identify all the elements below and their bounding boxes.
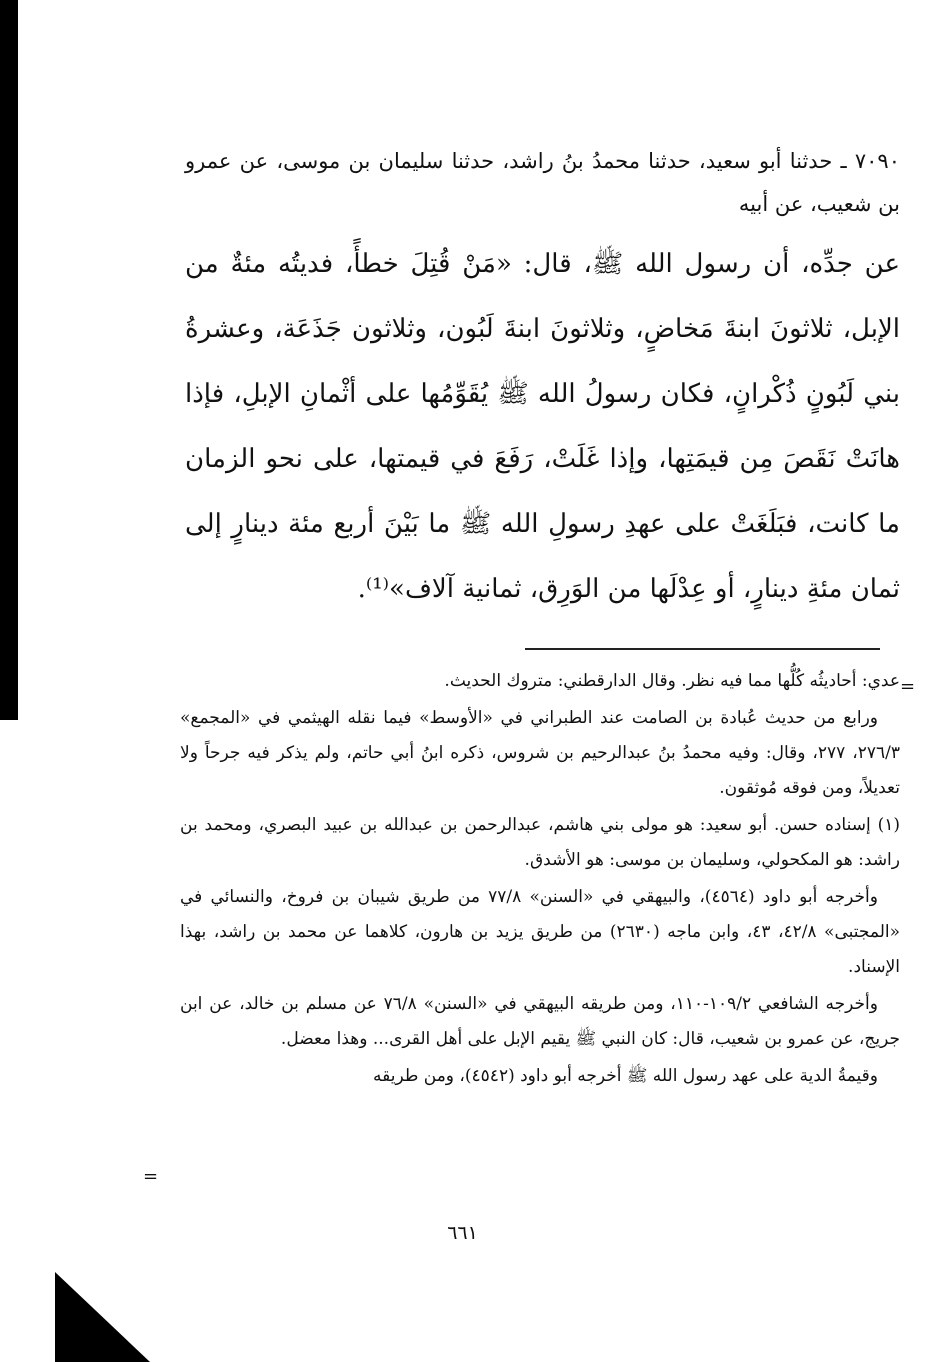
footnotes [180,664,900,1096]
footnote-1: (١) إسناده حسن. أبو سعيد: هو مولى بني هاشم، عبدالرحمن بن عبدالله بن عبيد البصري، ومحمد بن راشد: هو المكحولي، وسليمان بن موسى: هو الأشدق. [180,815,900,870]
footnote-paragraph: ورابع من حديث عُبادة بن الصامت عند الطبراني في «الأوسط» فيما نقله الهيثمي في «المجمع» ٢٧٦/٣، ٢٧٧، وقال: وفيه محمدُ بنُ عبدالرحيم بن شروس، ذكره ابنُ أبي حاتم، ولم يذكر فيه جرحاً ولا تعديلاً، ومن فوقه مُوثقون. [180,708,900,798]
footnote-paragraph: وأخرجه أبو داود (٤٥٦٤)، والبيهقي في «السنن» ٧٧/٨ من طريق شيبان بن فروخ، والنسائي في «المجتبى» ٤٢/٨، ٤٣، وابن ماجه (٢٦٣٠) من طريق يزيد بن هارون، كلاهما عن محمد بن راشد، بهذا الإسناد. [180,887,900,977]
hadith-block [185,140,900,622]
continuation-mark-bottom: = [143,1166,159,1187]
page-number: ٦٦١ [447,1222,478,1244]
continuation-mark-top: = [900,676,916,697]
footnote-separator [525,648,880,650]
footnote-paragraph: وقيمةُ الدية على عهد رسول الله ﷺ أخرجه أبو داود (٤٥٤٢)، ومن طريقه [373,1066,878,1086]
hadith-header: ٧٠٩٠ ـ حدثنا أبو سعيد، حدثنا محمدُ بنُ راشد، حدثنا سليمان بن موسى، عن عمرو بن شعيب، عن أبيه [185,149,900,216]
scan-corner-mark [55,1272,150,1362]
footnote-paragraph: وأخرجه الشافعي ١٠٩/٢-١١٠، ومن طريقه البيهقي في «السنن» ٧٦/٨ عن مسلم بن خالد، عن ابن جريج، عن عمرو بن شعيب، قال: كان النبي ﷺ يقيم الإبل على أهل القرى... وهذا معضل. [180,994,900,1049]
footnote-carryover: عدي: أحاديثُه كُلُّها مما فيه نظر. وقال الدارقطني: متروك الحديث. [444,671,900,691]
hadith-text: عن جدِّه، أن رسول الله ﷺ، قال: «مَنْ قُتِلَ خطأً، فديتُه مئةٌ من الإبل، ثلاثونَ ابنةَ مَخاضٍ، وثلاثونَ ابنةَ لَبُون، وثلاثون جَذَعَة، وعشرةُ بني لَبُونٍ ذُكْرانٍ، فكان رسولُ الله ﷺ يُقَوِّمُها على أثْمانِ الإبلِ، فإذا هانَتْ نَقَصَ مِن قيمَتِها، وإذا غَلَتْ، رَفَعَ في قيمتها، على نحو الزمان ما كانت، فبَلَغَتْ على عهدِ رسولِ الله ﷺ ما بَيْنَ أربع مئة دينارٍ إلى ثمان مئةِ دينارٍ، أو عِدْلَها من الوَرِق، ثمانية آلاف»⁽¹⁾. [185,249,900,604]
scan-edge-bar [0,0,18,720]
